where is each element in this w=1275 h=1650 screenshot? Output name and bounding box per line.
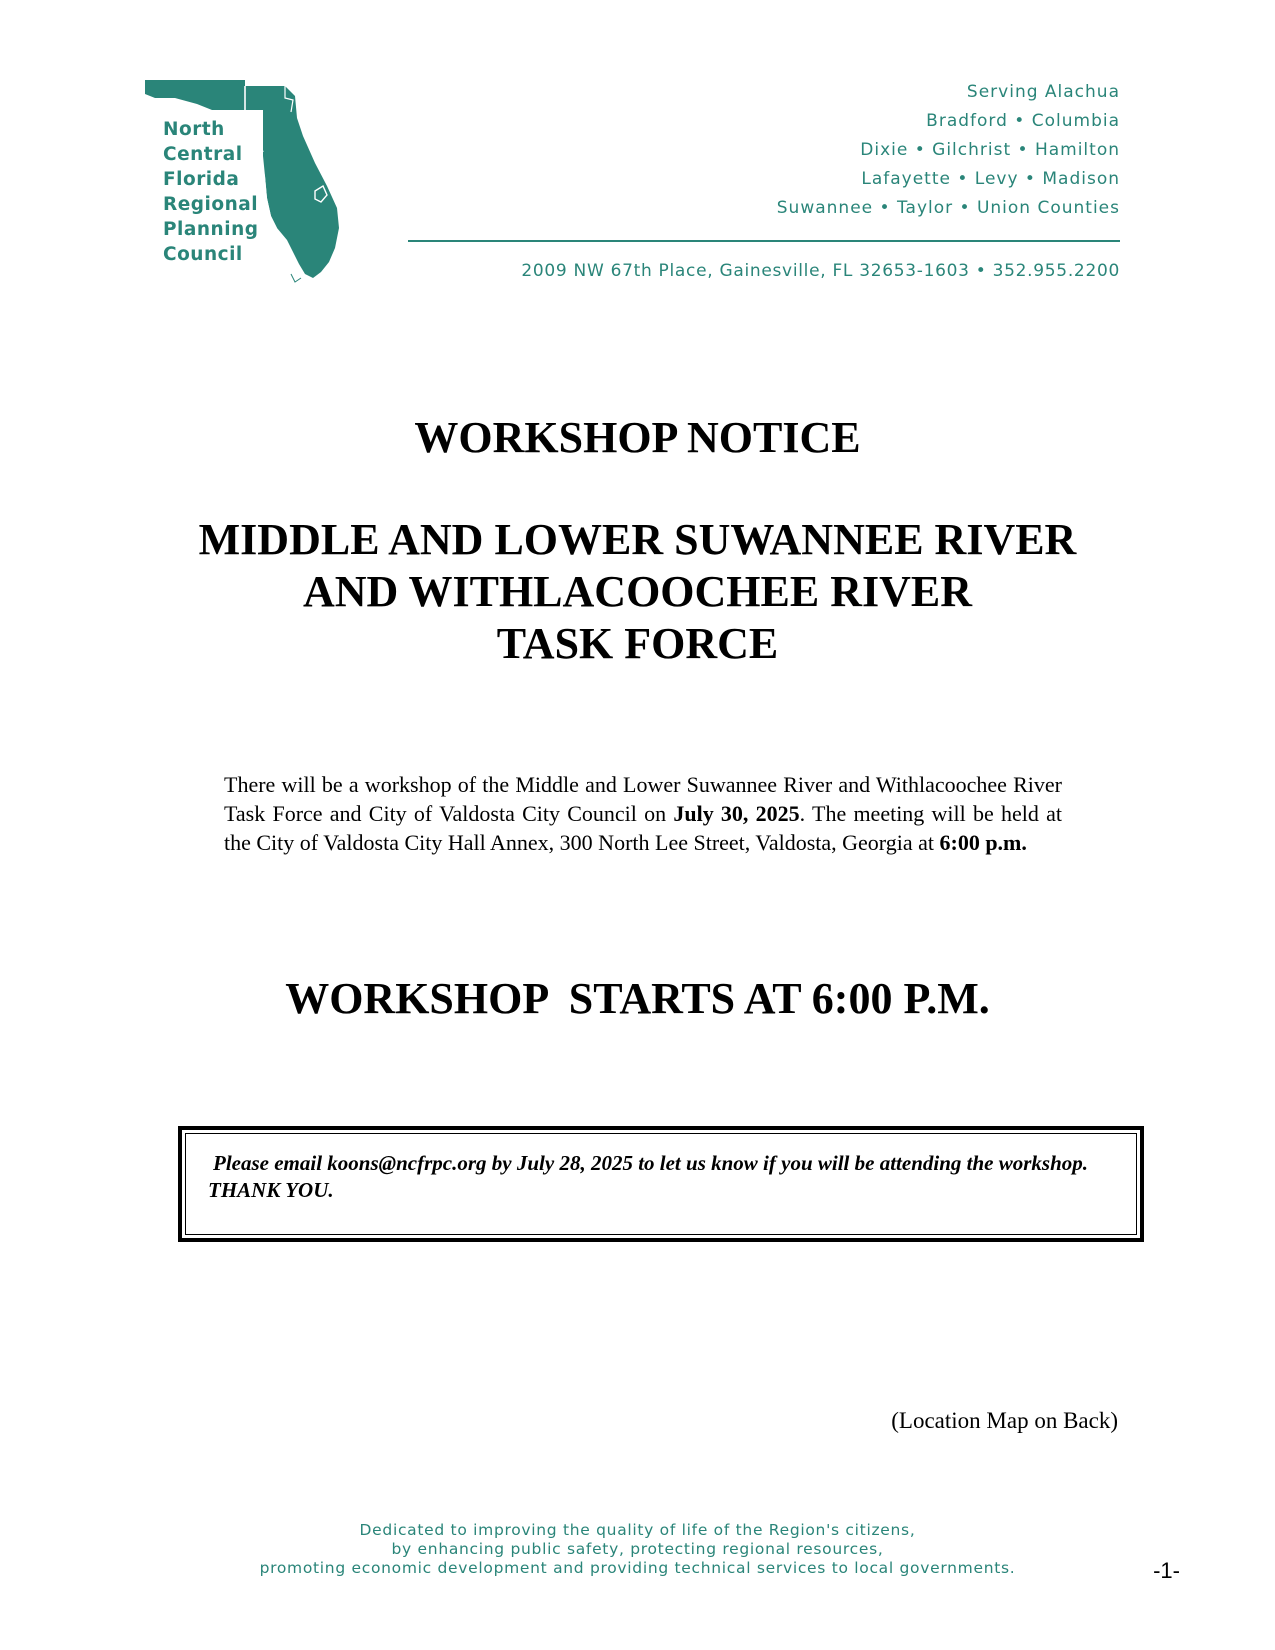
letterhead-divider [408,240,1120,242]
start-time-heading: WORKSHOP STARTS AT 6:00 P.M. [285,974,990,1023]
footer-line: Dedicated to improving the quality of life of the Region's citizens, [359,1521,916,1539]
rsvp-text: Please email koons@ncfrpc.org by July 28, 2025 to let us know if you will be attending the workshop. THANK YOU. [208,1151,1089,1202]
logo-text-line: Central [163,144,243,165]
meeting-date: July 30, 2025 [673,801,800,826]
task-force-title-line: AND WITHLACOOCHEE RIVER [302,567,973,616]
counties-line: Serving Alachua [966,82,1120,102]
meeting-time: 6:00 p.m. [939,830,1027,855]
logo-text-line: Florida [163,169,240,190]
rsvp-box [178,1126,1144,1242]
task-force-title-line: TASK FORCE [496,619,779,668]
logo-text-line: Regional [163,194,259,215]
ncfrpc-logo [145,78,355,283]
workshop-description [224,770,1062,857]
logo-text-line: Planning [163,219,259,240]
description-text: There will be a workshop of the Middle and Lower Suwannee River and Withlacoochee River Task Force and City of Valdosta City Council on [224,772,1062,826]
rsvp-inner-border [185,1133,1137,1235]
counties-served [777,78,1120,223]
location-map-note: (Location Map on Back) [891,1408,1118,1433]
letterhead-address: 2009 NW 67th Place, Gainesville, FL 32653-1603 • 352.955.2200 [521,261,1120,281]
description-text: . The meeting will be held at the City of Valdosta City Hall Annex, 300 North Lee Street, Valdosta, Georgia at [224,801,1062,855]
footer-line: promoting economic development and providing technical services to local governments. [259,1559,1016,1577]
logo-text-line: Council [163,244,243,265]
counties-line: Bradford • Columbia [926,111,1120,131]
task-force-title-line: MIDDLE AND LOWER SUWANNEE RIVER [198,515,1077,564]
notice-title: WORKSHOP NOTICE [414,413,861,462]
page-number: -1- [1153,1558,1180,1583]
task-force-title [0,514,1275,670]
counties-line: Suwannee • Taylor • Union Counties [776,198,1120,218]
logo-text-line: North [163,119,225,140]
counties-line: Dixie • Gilchrist • Hamilton [860,140,1120,160]
footer-line: by enhancing public safety, protecting regional resources, [391,1540,884,1558]
counties-line: Lafayette • Levy • Madison [861,169,1120,189]
footer-mission [0,1521,1275,1578]
